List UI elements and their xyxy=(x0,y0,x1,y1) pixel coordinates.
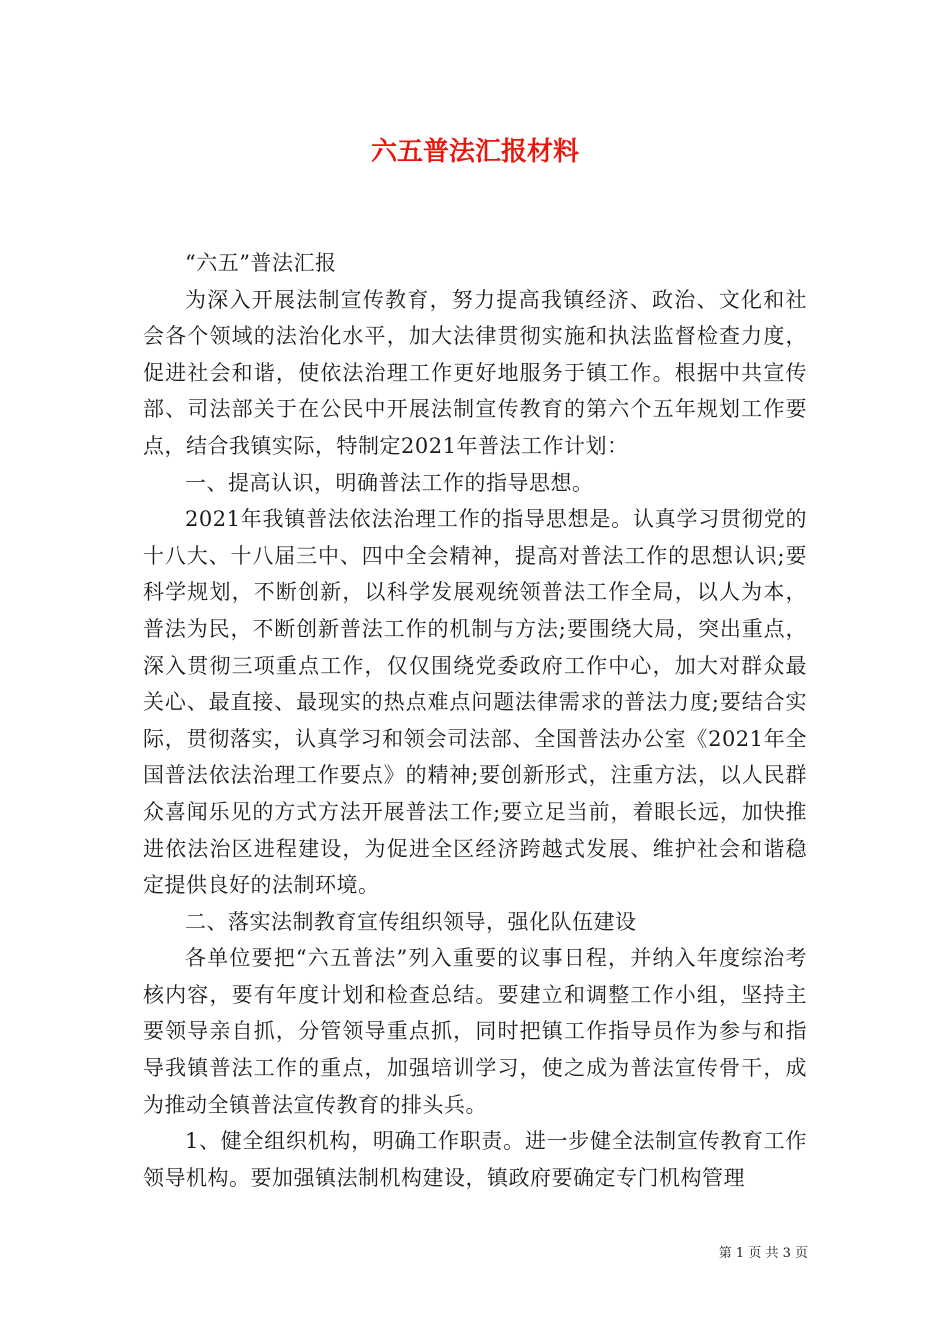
page-number: 第 1 页 共 3 页 xyxy=(718,1246,808,1261)
paragraph-intro: 为深入开展法制宣传教育，努力提高我镇经济、政治、文化和社会各个领域的法治化水平，加大法律贯彻实施和执法监督检查力度，促进社会和谐，使依法治理工作更好地服务于镇工作。根据中共宣传部、司法部关于在公民中开展法制宣传教育的第六个五年规划工作要点，结合我镇实际，特制定2021年普法工作计划： xyxy=(143,287,807,458)
paragraph-heading: “六五”普法汇报 xyxy=(185,251,337,275)
paragraph-guiding-ideology: 2021年我镇普法依法治理工作的指导思想是。认真学习贯彻党的十八大、十八届三中、四中全会精神，提高对普法工作的思想认识;要科学规划，不断创新，以科学发展观统领普法工作全局，以人为本，普法为民，不断创新普法工作的机制与方法;要围绕大局，突出重点，深入贯彻三项重点工作，仅仅围绕党委政府工作中心，加大对群众最关心、最直接、最现实的热点难点问题法律需求的普法力度;要结合实际，贯彻落实，认真学习和领会司法部、全国普法办公室《2021年全国普法依法治理工作要点》的精神;要创新形式，注重方法，以人民群众喜闻乐见的方式方法开展普法工作;要立足当前，着眼长远，加快推进依法治区进程建设，为促进全区经济跨越式发展、维护社会和谐稳定提供良好的法制环境。 xyxy=(143,507,807,898)
paragraph-item-1: 1、健全组织机构，明确工作职责。进一步健全法制宣传教育工作领导机构。要加强镇法制机构建设，镇政府要确定专门机构管理 xyxy=(143,1129,807,1190)
document-body xyxy=(143,245,807,1196)
document-title: 六五普法汇报材料 xyxy=(370,137,579,167)
section-heading-2: 二、落实法制教育宣传组织领导，强化队伍建设 xyxy=(185,909,637,934)
paragraph-organization: 各单位要把“六五普法”列入重要的议事日程，并纳入年度综治考核内容，要有年度计划和检查总结。要建立和调整工作小组，坚持主要领导亲自抓，分管领导重点抓，同时把镇工作指导员作为参与和指导我镇普法工作的重点，加强培训学习，使之成为普法宣传骨干，成为推动全镇普法宣传教育的排头兵。 xyxy=(143,946,807,1117)
section-heading-1: 一、提高认识，明确普法工作的指导思想。 xyxy=(185,470,594,495)
